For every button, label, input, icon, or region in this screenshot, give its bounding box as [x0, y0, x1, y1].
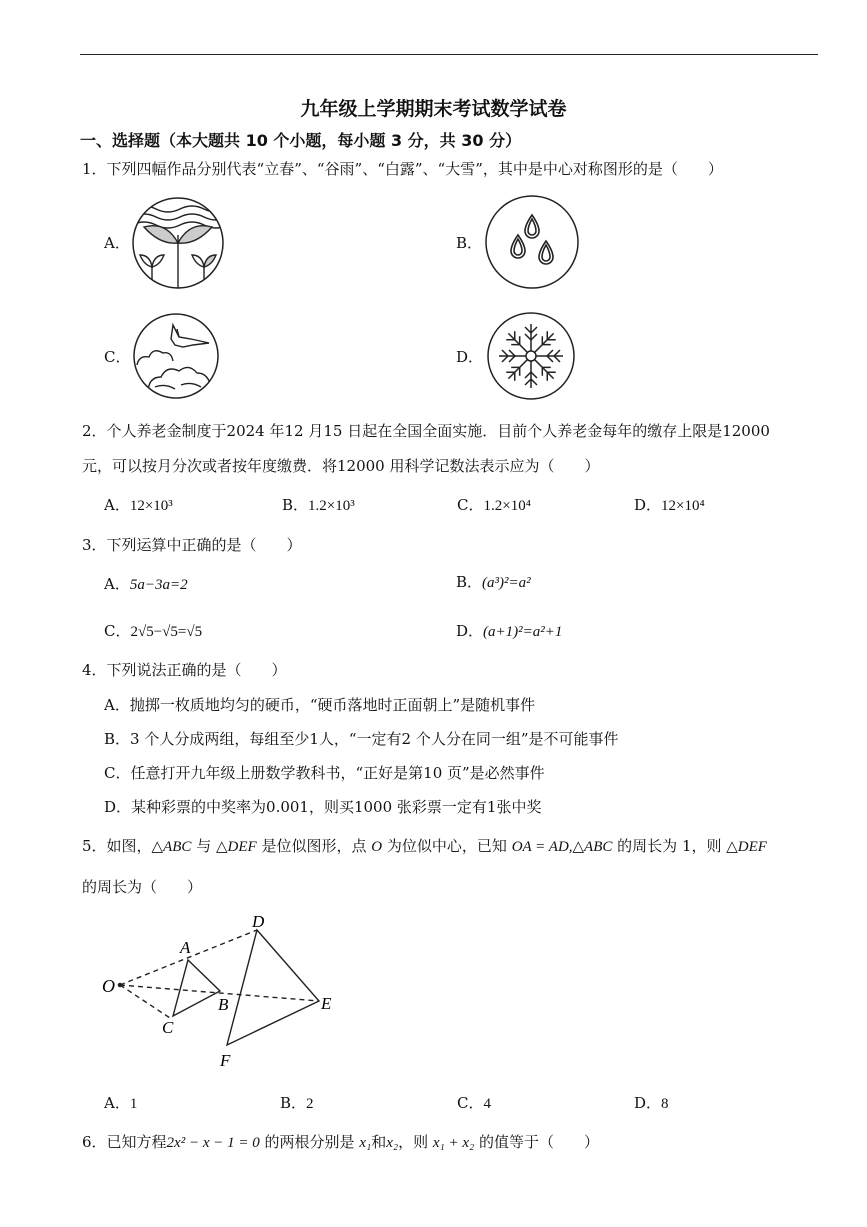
q3-option-b-label: B．: [456, 573, 483, 591]
q5-triangle-def-2: △DEF: [726, 839, 767, 855]
q4-option-a: A．抛掷一枚质地均匀的硬币，“硬币落地时正面朝上”是随机事件: [104, 696, 536, 714]
q5-option-d-label: D．: [634, 1094, 662, 1112]
q2-option-d: [634, 494, 705, 515]
q6-and: 和: [371, 1133, 387, 1151]
q6-post: 的值等于（ ）: [479, 1133, 600, 1151]
question-6-text: [82, 1131, 599, 1152]
q5-option-a: [104, 1092, 137, 1113]
question-4-text: 4．下列说法正确的是（ ）: [82, 661, 287, 679]
question-2-line-2: 元，可以按月分次或者按年度缴费．将12000 用科学记数法表示应为（ ）: [82, 457, 600, 475]
q6-mid-2: ，则: [398, 1133, 429, 1151]
q5-option-c-value: 4: [483, 1096, 491, 1112]
q1-option-c-label: C．: [104, 348, 131, 366]
q3-option-a-value: 5a−3a=2: [129, 577, 188, 593]
q5-mid-2: 是位似图形，点: [261, 837, 367, 855]
question-3-text: 3．下列运算中正确的是（ ）: [82, 536, 302, 554]
q5-condition: OA = AD,△ABC: [511, 839, 613, 855]
q5-option-d-value: 8: [661, 1096, 669, 1112]
q3-option-b-value: (a³)²=a²: [482, 575, 531, 591]
label-b: B: [218, 995, 229, 1014]
q5-mid-1: 与: [196, 837, 212, 855]
q2-option-c-label: C．: [457, 496, 484, 514]
q2-option-d-value: 12×10⁴: [661, 498, 705, 514]
page-title: 九年级上学期期末考试数学试卷: [300, 98, 567, 120]
q6-pre: 6．已知方程: [82, 1133, 167, 1151]
q1-daxue-snowflake-figure: [485, 310, 577, 402]
q1-option-b-label: B．: [456, 234, 483, 252]
q4-option-b: B．3 个人分成两组，每组至少1人，“一定有2 个人分在同一组”是不可能事件: [104, 730, 619, 748]
q3-option-c-value: 2√5−√5=√5: [130, 624, 203, 640]
label-a: A: [180, 938, 191, 957]
q4-option-c: C．任意打开九年级上册数学教科书，“正好是第10 页”是必然事件: [104, 764, 545, 782]
q1-guyu-figure: [483, 193, 581, 291]
q2-option-b-value: 1.2×10³: [308, 498, 355, 514]
header-rule: [80, 54, 818, 55]
q5-triangle-def: △DEF: [216, 839, 257, 855]
q6-root-x2: x₂: [386, 1135, 399, 1151]
q3-option-d: [456, 620, 562, 641]
triangle-def: [227, 930, 319, 1045]
q2-option-a-value: 12×10³: [129, 498, 173, 514]
q5-option-a-value: 1: [129, 1096, 138, 1112]
label-e: E: [321, 994, 332, 1013]
q1-bailu-figure: [131, 311, 221, 401]
triangle-abc: [173, 960, 220, 1016]
q3-option-a: [104, 573, 188, 594]
label-d: D: [252, 912, 265, 931]
q6-mid: 的两根分别是: [264, 1133, 355, 1151]
q4-option-d: D．某种彩票的中奖率为0.001，则买1000 张彩票一定有1张中奖: [104, 798, 542, 816]
q5-center-o: O: [371, 839, 383, 855]
q3-option-c-label: C．: [104, 622, 131, 640]
q5-option-d: [634, 1092, 669, 1113]
label-c: C: [162, 1018, 174, 1037]
q3-option-b: [456, 571, 531, 592]
q5-option-a-label: A．: [104, 1094, 130, 1112]
label-f: F: [220, 1051, 231, 1070]
q1-lichun-figure: [130, 195, 226, 291]
question-1-text: 1．下列四幅作品分别代表“立春”、“谷雨”、“白露”、“大雪”，其中是中心对称图形的是（ ）: [82, 160, 723, 178]
q5-mid-3: 为位似中心，已知: [386, 837, 507, 855]
q5-triangle-abc: △ABC: [151, 839, 192, 855]
q3-option-c: [104, 620, 202, 641]
q5-option-c: [457, 1092, 491, 1113]
q3-option-a-label: A．: [104, 575, 130, 593]
q1-option-a-label: A．: [104, 234, 130, 252]
question-5-line-2: 的周长为（ ）: [82, 878, 203, 896]
q2-option-c-value: 1.2×10⁴: [483, 498, 531, 514]
q5-option-b-value: 2: [306, 1096, 314, 1112]
q6-root-x1: x₁: [359, 1135, 372, 1151]
q5-option-c-label: C．: [457, 1094, 484, 1112]
label-o: O: [102, 976, 115, 996]
q6-equation: 2x² − x − 1 = 0: [166, 1135, 260, 1151]
question-5-line-1: [82, 835, 767, 856]
q6-sum: x₁ + x₂: [432, 1135, 475, 1151]
q5-pre: 5．如图，: [82, 837, 152, 855]
section-heading: 一、选择题（本大题共 10 个小题，每小题 3 分，共 30 分）: [80, 131, 522, 150]
q1-option-d-label: D．: [456, 348, 484, 366]
q2-option-a: [104, 494, 173, 515]
question-2-line-1: 2．个人养老金制度于2024 年12 月15 日起在全国全面实施．目前个人养老金每年的缴存上限是12000: [82, 422, 770, 440]
q3-option-d-value: (a+1)²=a²+1: [483, 624, 563, 640]
q3-option-d-label: D．: [456, 622, 484, 640]
dashed-line-oc: [120, 985, 170, 1018]
q2-option-a-label: A．: [104, 496, 130, 514]
q2-option-d-label: D．: [634, 496, 662, 514]
q2-option-b-label: B．: [282, 496, 309, 514]
q5-option-b: [280, 1092, 314, 1113]
q5-option-b-label: B．: [280, 1094, 307, 1112]
q2-option-b: [282, 494, 355, 515]
q5-mid-4: 的周长为 1，则: [617, 837, 722, 855]
q5-homothety-diagram: [96, 906, 346, 1076]
q2-option-c: [457, 494, 531, 515]
